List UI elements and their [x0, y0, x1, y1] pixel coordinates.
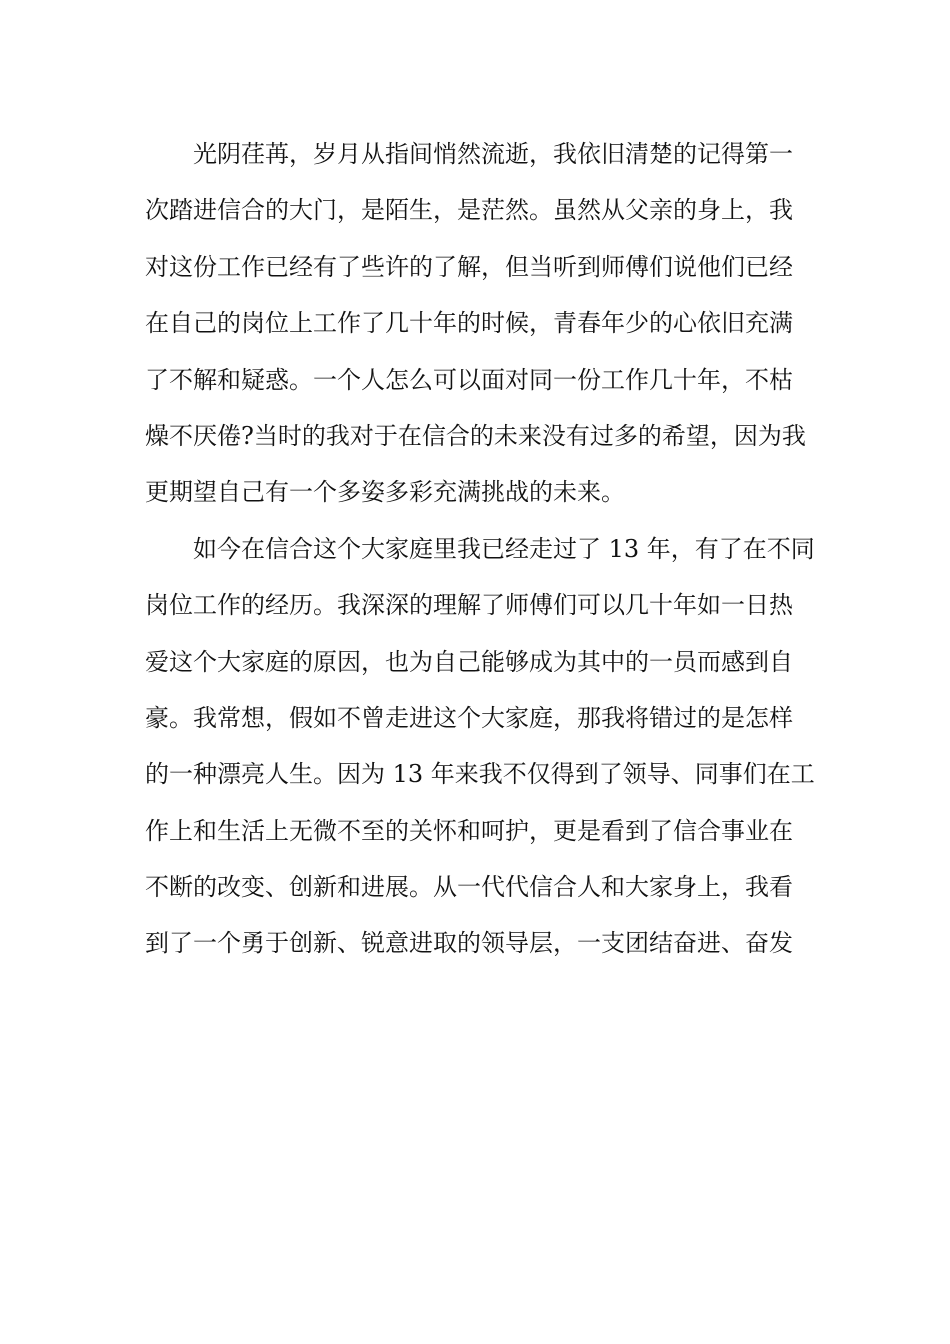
- text-line: 岗位工作的经历。我深深的理解了师傅们可以几十年如一日热: [145, 591, 793, 620]
- paragraph-1-line-3: [145, 239, 810, 295]
- text-line: 不断的改变、创新和进展。从一代代信合人和大家身上，我看: [145, 873, 793, 902]
- paragraph-1-line-7: [145, 464, 810, 520]
- paragraph-2-line-3: [145, 634, 810, 690]
- paragraph-2-line-2: [145, 577, 810, 633]
- paragraph-1-line-6: [145, 408, 810, 464]
- paragraph-1-line-5: [145, 352, 810, 408]
- text-line: 次踏进信合的大门，是陌生，是茫然。虽然从父亲的身上，我: [145, 196, 793, 225]
- paragraph-2-line-8: [145, 915, 810, 971]
- text-line: 在自己的岗位上工作了几十年的时候，青春年少的心依旧充满: [145, 309, 793, 338]
- text-line: 光阴荏苒，岁月从指间悄然流逝，我依旧清楚的记得第一: [193, 140, 793, 168]
- text-line: 了不解和疑惑。一个人怎么可以面对同一份工作几十年，不枯: [145, 365, 793, 394]
- text-line: 爱这个大家庭的原因，也为自己能够成为其中的一员而感到自: [145, 647, 793, 676]
- text-line: 更期望自己有一个多姿多彩充满挑战的未来。: [145, 478, 625, 507]
- paragraph-2-line-7: [145, 859, 810, 915]
- document-body: [145, 126, 815, 972]
- text-line: 作上和生活上无微不至的关怀和呵护，更是看到了信合事业在: [145, 816, 793, 845]
- text-line: 燥不厌倦?当时的我对于在信合的未来没有过多的希望，因为我: [145, 421, 806, 450]
- paragraph-1-line-2: [145, 182, 810, 238]
- paragraph-2-line-5: [145, 746, 815, 802]
- text-line: 豪。我常想，假如不曾走进这个大家庭，那我将错过的是怎样: [145, 703, 793, 732]
- paragraph-1-line-4: [145, 295, 810, 351]
- paragraph-2-line-1: [145, 521, 815, 577]
- text-line: 如今在信合这个大家庭里我已经走过了 13 年，有了在不同: [193, 534, 815, 563]
- text-line: 对这份工作已经有了些许的了解，但当听到师傅们说他们已经: [145, 252, 793, 281]
- paragraph-1-line-1: [145, 126, 810, 182]
- paragraph-2-line-6: [145, 803, 810, 859]
- paragraph-2-line-4: [145, 690, 810, 746]
- text-line: 的一种漂亮人生。因为 13 年来我不仅得到了领导、同事们在工: [145, 760, 815, 789]
- text-line: 到了一个勇于创新、锐意进取的领导层，一支团结奋进、奋发: [145, 929, 793, 958]
